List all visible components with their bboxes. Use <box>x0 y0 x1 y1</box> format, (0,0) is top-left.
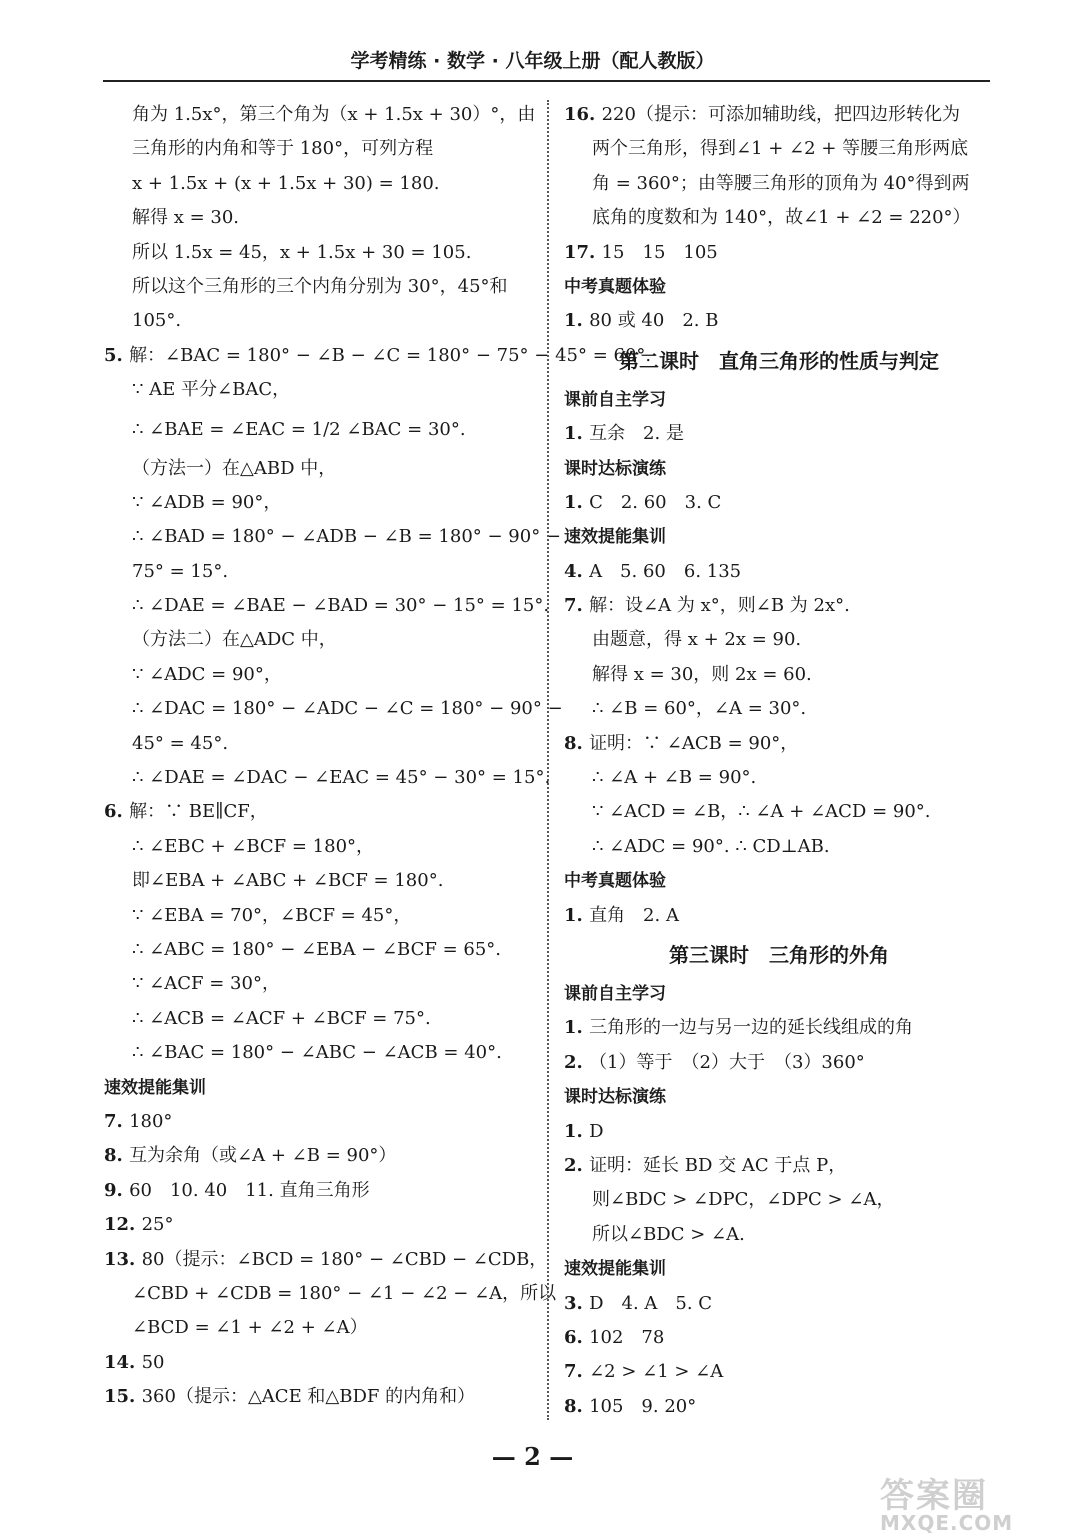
answer-line <box>564 1115 994 1149</box>
line-text: 所以 1.5x = 45，x + 1.5x + 30 = 105. <box>132 241 472 263</box>
watermark <box>880 1468 1050 1535</box>
answer-line <box>564 1287 994 1321</box>
answer-line <box>104 270 534 304</box>
answer-line <box>104 486 534 520</box>
line-text: ∵ ∠ADB = 90°， <box>132 491 282 513</box>
answer-line <box>104 899 534 933</box>
answer-line <box>564 132 994 166</box>
answer-line <box>564 830 994 864</box>
answer-line <box>104 864 534 898</box>
line-text: 所以这个三角形的三个内角分别为 30°，45°和 <box>132 275 508 297</box>
line-text: 解：∠BAC = 180° − ∠B − ∠C = 180° − 75° − 45° = 60°. <box>129 344 652 366</box>
question-number: 6. <box>104 801 130 823</box>
line-text: 50 <box>141 1351 165 1373</box>
question-number: 1. <box>564 904 590 926</box>
question-number: 8. <box>564 1395 590 1417</box>
subsection-label <box>104 1071 534 1105</box>
watermark-logo-text: 答案圈 <box>880 1476 988 1516</box>
question-number: 14. <box>104 1351 142 1373</box>
answer-line <box>104 967 534 1001</box>
line-text: 课时达标演练 <box>564 458 666 479</box>
answer-line <box>104 1174 534 1208</box>
question-number: 5. <box>104 344 130 366</box>
line-text: ∠2 > ∠1 > ∠A <box>589 1361 724 1383</box>
line-text: ∴ ∠BAD = 180° − ∠ADB − ∠B = 180° − 90° − <box>132 526 562 548</box>
question-number: 13. <box>104 1248 142 1270</box>
answer-line <box>564 692 994 726</box>
answer-line <box>104 1105 534 1139</box>
answer-line <box>104 1002 534 1036</box>
question-number: 17. <box>564 241 602 263</box>
line-text: 80（提示：∠BCD = 180° − ∠CBD − ∠CDB， <box>141 1248 548 1270</box>
answer-line <box>564 1183 994 1217</box>
question-number: 16. <box>564 104 602 125</box>
answer-line <box>564 486 994 520</box>
page-header: 学考精练 · 数学 · 八年级上册（配人教版） <box>350 50 715 72</box>
line-text: 互为余角（或∠A + ∠B = 90°） <box>129 1145 397 1167</box>
answer-line <box>564 761 994 795</box>
answer-line <box>104 933 534 967</box>
answer-line <box>564 1218 994 1252</box>
line-text: 解：设∠A 为 x°，则∠B 为 2x°. <box>589 595 850 617</box>
answer-line <box>564 201 994 235</box>
right-column <box>564 98 994 1424</box>
question-number: 3. <box>564 1292 590 1314</box>
question-number: 1. <box>564 310 590 332</box>
question-number: 6. <box>564 1326 590 1348</box>
answer-line <box>104 795 534 829</box>
answer-line <box>104 727 534 761</box>
line-text: 课前自主学习 <box>564 983 666 1004</box>
question-number: 1. <box>564 1120 590 1142</box>
answer-line <box>104 589 550 623</box>
answer-line <box>104 1243 548 1277</box>
line-text: ∴ ∠BAC = 180° − ∠ABC − ∠ACB = 40°. <box>132 1042 502 1064</box>
answer-line <box>564 795 994 829</box>
answer-line <box>104 1036 534 1070</box>
line-text: ∵ AE 平分∠BAC， <box>132 379 291 401</box>
subsection-label <box>564 977 994 1011</box>
line-text: 角为 1.5x°，第三个角为（x + 1.5x + 30）°，由 <box>132 104 536 125</box>
subsection-label <box>564 270 994 304</box>
answer-line <box>104 201 534 235</box>
line-text: ∴ ∠DAC = 180° − ∠ADC − ∠C = 180° − 90° − <box>132 698 563 720</box>
question-number: 7. <box>564 595 590 617</box>
question-number: 4. <box>564 560 590 582</box>
line-text: 速效提能集训 <box>564 1259 666 1280</box>
answer-line <box>564 236 994 270</box>
line-text: 直角 2. A <box>589 904 679 926</box>
answer-line <box>564 98 994 132</box>
line-text: ∵ ∠EBA = 70°，∠BCF = 45°， <box>132 904 412 926</box>
line-text: 则∠BDC > ∠DPC，∠DPC > ∠A， <box>592 1189 895 1211</box>
line-text: 105°. <box>132 310 182 332</box>
question-number: 9. <box>104 1179 130 1201</box>
question-number: 1. <box>564 491 590 513</box>
line-text: D 4. A 5. C <box>589 1292 713 1314</box>
line-text: 25° <box>141 1214 174 1236</box>
answer-line <box>564 899 994 933</box>
line-text: ∠CBD + ∠CDB = 180° − ∠1 − ∠2 − ∠A，所以 <box>132 1282 557 1304</box>
answer-line <box>564 555 994 589</box>
answer-line <box>564 304 994 338</box>
line-text: 两个三角形，得到∠1 + ∠2 + 等腰三角形两底 <box>592 138 969 160</box>
answer-line <box>104 1380 534 1414</box>
line-text: C 2. 60 3. C <box>589 491 722 513</box>
answer-line <box>564 1321 994 1355</box>
line-text: 解：∵ BE∥CF， <box>129 801 268 823</box>
answer-line <box>104 1208 534 1242</box>
line-text: ∴ ∠ADC = 90°. ∴ CD⊥AB. <box>592 835 830 857</box>
question-number: 7. <box>104 1110 130 1132</box>
line-text: 80 或 40 2. B <box>589 310 719 332</box>
line-text: ∴ ∠BAE = ∠EAC = 1/2 ∠BAC = 30°. <box>132 418 466 440</box>
question-number: 1. <box>564 423 590 445</box>
answer-line <box>104 830 534 864</box>
line-text: 15 15 105 <box>601 241 718 263</box>
subsection-label <box>564 864 994 898</box>
question-number: 12. <box>104 1214 142 1236</box>
line-text: 三角形的一边与另一边的延长线组成的角 <box>589 1017 914 1039</box>
answer-line <box>564 167 994 201</box>
answer-line <box>564 1149 994 1183</box>
section-heading <box>564 933 994 977</box>
line-text: ∴ ∠EBC + ∠BCF = 180°， <box>132 835 375 857</box>
line-text: 即∠EBA + ∠ABC + ∠BCF = 180°. <box>132 870 444 892</box>
question-number: 8. <box>564 732 590 754</box>
answer-line <box>104 98 534 132</box>
line-text: ∠BCD = ∠1 + ∠2 + ∠A） <box>132 1317 368 1339</box>
line-text: A 5. 60 6. 135 <box>589 560 742 582</box>
answer-line <box>104 452 534 486</box>
line-text: ∴ ∠DAE = ∠DAC − ∠EAC = 45° − 30° = 15°. <box>132 767 551 789</box>
line-text: 解得 x = 30. <box>132 207 240 229</box>
answer-line <box>104 304 534 338</box>
line-text: 180° <box>129 1110 173 1132</box>
line-text: x + 1.5x + (x + 1.5x + 30) = 180. <box>132 172 440 194</box>
line-text: 中考真题体验 <box>564 871 666 892</box>
line-text: 证明：延长 BD 交 AC 于点 P， <box>589 1154 847 1176</box>
answer-line <box>564 727 994 761</box>
line-text: D <box>589 1120 604 1142</box>
answer-line <box>564 1046 994 1080</box>
answer-line <box>104 1311 534 1345</box>
section-heading <box>564 339 994 383</box>
line-text: 所以∠BDC > ∠A. <box>592 1223 745 1245</box>
line-text: ∵ ∠ACF = 30°， <box>132 973 280 995</box>
line-text: （1）等于 （2）大于 （3）360° <box>589 1051 865 1073</box>
answer-line <box>564 1355 994 1389</box>
line-text: 220（提示：可添加辅助线，把四边形转化为 <box>601 104 960 125</box>
line-text: 第二课时 直角三角形的性质与判定 <box>619 348 939 373</box>
subsection-label <box>564 383 994 417</box>
line-text: 课时达标演练 <box>564 1087 666 1108</box>
line-text: 由题意，得 x + 2x = 90. <box>592 629 802 651</box>
line-text: ∴ ∠ABC = 180° − ∠EBA − ∠BCF = 65°. <box>132 938 502 960</box>
line-text: ∵ ∠ACD = ∠B，∴ ∠A + ∠ACD = 90°. <box>592 801 931 823</box>
question-number: 2. <box>564 1051 590 1073</box>
answer-line <box>104 761 551 795</box>
answer-line <box>564 658 994 692</box>
answer-line <box>104 167 534 201</box>
line-text: 角 = 360°；由等腰三角形的顶角为 40°得到两 <box>592 172 970 194</box>
line-text: 中考真题体验 <box>564 276 666 297</box>
line-text: 360（提示：△ACE 和△BDF 的内角和） <box>141 1386 476 1408</box>
line-text: 证明：∵ ∠ACB = 90°， <box>589 732 799 754</box>
answer-line <box>564 623 994 657</box>
question-number: 2. <box>564 1154 590 1176</box>
line-text: 三角形的内角和等于 180°，可列方程 <box>132 138 434 160</box>
header-rule <box>103 80 990 82</box>
line-text: 第三课时 三角形的外角 <box>669 942 889 967</box>
line-text: （方法一）在△ABD 中， <box>132 457 337 479</box>
answer-line <box>104 1277 557 1311</box>
answer-line <box>104 520 562 554</box>
line-text: 105 9. 20° <box>589 1395 697 1417</box>
answer-line <box>104 623 534 657</box>
line-text: 102 78 <box>589 1326 665 1348</box>
question-number: 15. <box>104 1386 142 1408</box>
line-text: 解得 x = 30，则 2x = 60. <box>592 663 812 685</box>
answer-line <box>564 417 994 451</box>
line-text: ∴ ∠ACB = ∠ACF + ∠BCF = 75°. <box>132 1007 431 1029</box>
watermark-url: MXQE.COM <box>880 1511 1014 1535</box>
answer-line <box>104 373 534 407</box>
answer-line <box>104 339 652 373</box>
column-divider <box>547 100 549 1420</box>
question-number: 8. <box>104 1145 130 1167</box>
subsection-label <box>564 452 994 486</box>
line-text: （方法二）在△ADC 中， <box>132 629 337 651</box>
line-text: 45° = 45°. <box>132 732 229 754</box>
line-text: ∵ ∠ADC = 90°， <box>132 663 282 685</box>
answer-line <box>104 408 534 452</box>
line-text: 速效提能集训 <box>104 1077 206 1098</box>
line-text: 互余 2. 是 <box>589 423 684 445</box>
answer-line <box>564 589 994 623</box>
line-text: 课前自主学习 <box>564 389 666 410</box>
subsection-label <box>564 1252 994 1286</box>
answer-line <box>104 236 534 270</box>
line-text: ∴ ∠B = 60°，∠A = 30°. <box>592 698 807 720</box>
line-text: 60 10. 40 11. 直角三角形 <box>129 1179 370 1201</box>
answer-line <box>104 1139 534 1173</box>
answer-line <box>104 692 563 726</box>
answer-line <box>104 132 534 166</box>
line-text: 75° = 15°. <box>132 560 229 582</box>
subsection-label <box>564 520 994 554</box>
line-text: ∴ ∠DAE = ∠BAE − ∠BAD = 30° − 15° = 15°. <box>132 595 550 617</box>
line-text: 速效提能集训 <box>564 527 666 548</box>
answer-line <box>104 555 534 589</box>
question-number: 1. <box>564 1017 590 1039</box>
answer-line <box>564 1390 994 1424</box>
answer-line <box>104 1346 534 1380</box>
page-number: — 2 — <box>491 1442 574 1471</box>
question-number: 7. <box>564 1361 590 1383</box>
answer-line <box>104 658 534 692</box>
line-text: ∴ ∠A + ∠B = 90°. <box>592 767 757 789</box>
line-text: 底角的度数和为 140°，故∠1 + ∠2 = 220°） <box>592 207 971 229</box>
answer-line <box>564 1011 994 1045</box>
subsection-label <box>564 1080 994 1114</box>
